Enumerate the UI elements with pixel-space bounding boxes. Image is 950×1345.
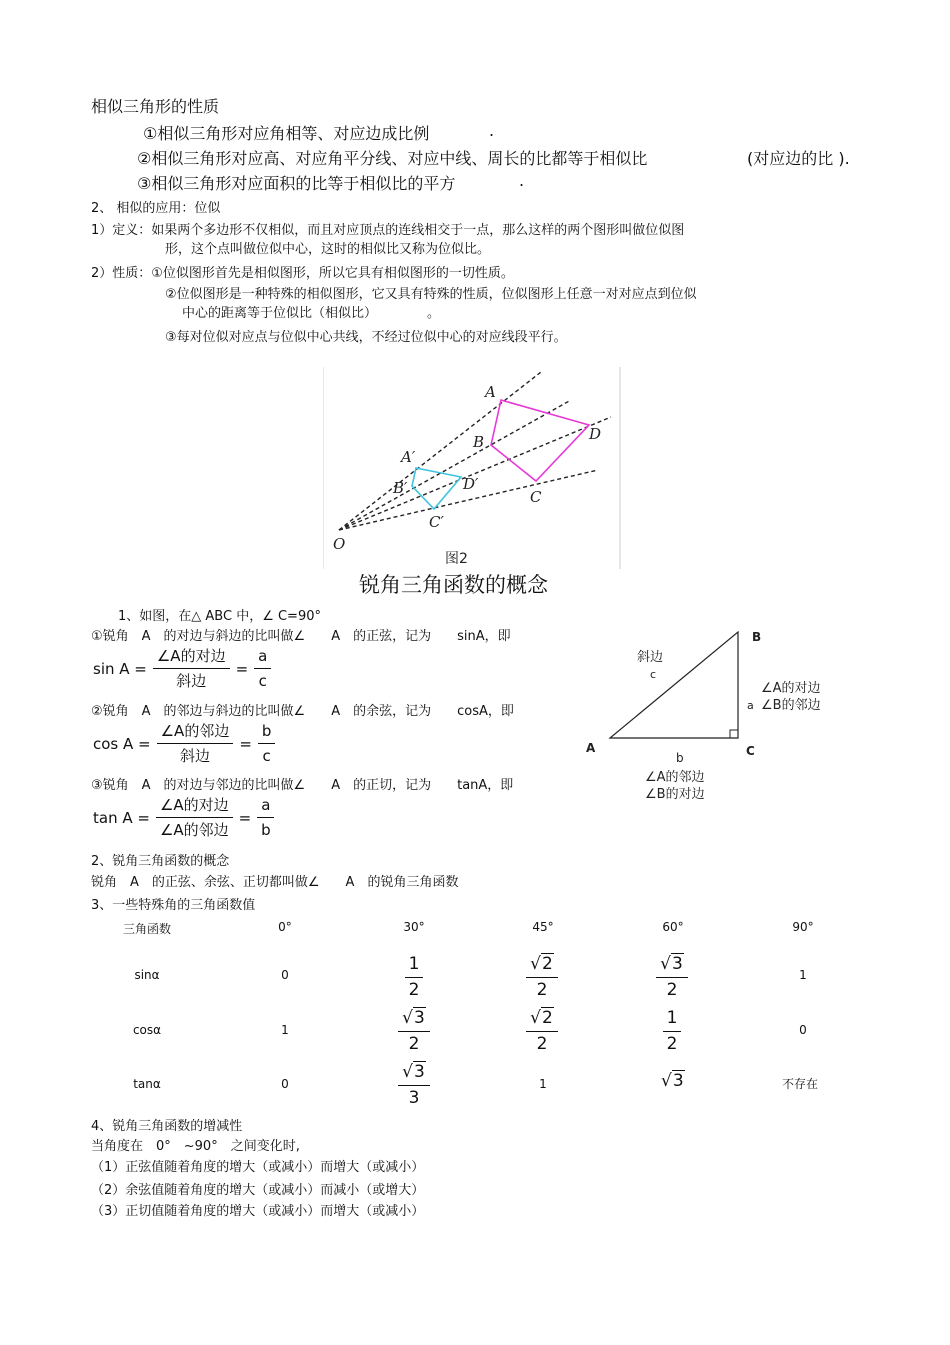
tan-num: ∠A的对边 — [156, 795, 233, 818]
homothety-heading: 2、 相似的应用：位似 — [91, 201, 221, 216]
homothety-figure — [323, 367, 621, 569]
outer-quadrilateral — [491, 400, 589, 481]
label-C: C — [530, 488, 542, 506]
label-A: A — [485, 383, 496, 401]
property-1: ①相似三角形对应角相等、对应边成比例 — [143, 124, 430, 143]
monotonicity-line-1: （1）正弦值随着角度的增大（或减小）而增大（或减小） — [91, 1160, 425, 1175]
monotonicity-heading: 4、锐角三角函数的增减性 — [91, 1119, 243, 1134]
tan-60-value: √3 — [661, 1071, 684, 1091]
side-a-note-2: ∠B的邻边 — [761, 698, 821, 713]
label-B: B — [473, 433, 485, 451]
tan-formula — [93, 795, 274, 840]
property-2: ②相似三角形对应高、对应角平分线、对应中线、周长的比都等于相似比 — [137, 149, 648, 168]
tan-definition: ③锐角 A 的对边与邻边的比叫做∠ A 的正切，记为 tanA，即 — [91, 778, 514, 793]
tan-0-value: 0 — [281, 1077, 289, 1091]
special-angles-heading: 3、一些特殊角的三角函数值 — [91, 898, 256, 913]
cos-den: 斜边 — [179, 747, 210, 765]
sin-0-value: 0 — [281, 968, 289, 982]
property-3: ③相似三角形对应面积的比等于相似比的平方 — [137, 174, 456, 193]
side-b-note-2: ∠B的对边 — [645, 787, 705, 802]
hypotenuse-label: 斜边 — [637, 650, 664, 665]
vertex-A: A — [586, 741, 596, 755]
sin-num: ∠A的对边 — [153, 646, 230, 669]
label-C-prime: C′ — [429, 513, 444, 531]
property-1-end: . — [489, 121, 495, 140]
monotonicity-intro: 当角度在 0° ~90° 之间变化时, — [91, 1139, 300, 1154]
tan-90-value: 不存在 — [781, 1077, 818, 1091]
homothety-definition-line2: 形，这个点叫做位似中心，这时的相似比又称为位似比。 — [165, 242, 491, 257]
homothety-property-2b: 中心的距离等于位似比（相似比） — [182, 306, 378, 321]
monotonicity-line-3: （3）正切值随着角度的增大（或减小）而增大（或减小） — [91, 1204, 425, 1219]
side-b-label: b — [676, 751, 684, 765]
sin-45-value: $\frac{√2}{2}$ — [522, 953, 562, 1001]
figure-caption: 图2 — [445, 551, 468, 567]
table-header-90: 90° — [792, 920, 814, 934]
side-a-note-1: ∠A的对边 — [761, 681, 821, 696]
cos-30-value: $\frac{√3}{2}$ — [394, 1007, 434, 1055]
row-tan-label: tanα — [133, 1077, 161, 1091]
cos-rnum: b — [258, 721, 276, 744]
cos-90-value: 0 — [799, 1023, 807, 1037]
cos-num: ∠A的邻边 — [157, 721, 234, 744]
tan-rnum: a — [257, 795, 274, 818]
label-D-prime: D′ — [463, 475, 479, 493]
cos-formula — [93, 721, 275, 766]
sin-formula — [93, 646, 271, 691]
trig-title: 锐角三角函数的概念 — [359, 573, 548, 597]
row-cos-label: cosα — [132, 1023, 162, 1037]
table-header-45: 45° — [532, 920, 554, 934]
label-D: D — [589, 425, 602, 443]
concept-heading: 2、锐角三角函数的概念 — [91, 854, 230, 869]
sin-rnum: a — [254, 646, 271, 669]
inner-quadrilateral — [412, 468, 461, 509]
table-header-0: 0° — [278, 920, 292, 934]
sin-90-value: 1 — [799, 968, 807, 982]
vertex-C: C — [746, 744, 755, 758]
table-header-60: 60° — [662, 920, 684, 934]
homothety-definition-line1: 1）定义：如果两个多边形不仅相似，而且对应顶点的连线相交于一点，那么这样的两个图形叫做位似图 — [91, 223, 685, 238]
homothety-property-1: 2）性质：①位似图形首先是相似图形，所以它具有相似图形的一切性质。 — [91, 266, 514, 281]
label-B-prime: B′ — [393, 479, 408, 497]
label-O: O — [333, 535, 346, 553]
right-triangle-figure — [580, 622, 840, 807]
sin-eq: = — [235, 659, 249, 678]
property-2-end: (对应边的比 ). — [747, 149, 850, 168]
sin-30-value: $\frac{1}{2}$ — [394, 953, 434, 1001]
cos-lhs: cos A = — [93, 734, 151, 753]
cos-45-value: $\frac{√2}{2}$ — [522, 1007, 562, 1055]
tan-lhs: tan A = — [93, 808, 150, 827]
property-3-end: . — [519, 171, 525, 190]
side-a-label: a — [747, 699, 754, 712]
sin-definition: ①锐角 A 的对边与斜边的比叫做∠ A 的正弦，记为 sinA，即 — [91, 629, 511, 644]
section-title-similar-properties: 相似三角形的性质 — [91, 97, 220, 116]
tan-eq: = — [238, 808, 252, 827]
sin-lhs: sin A = — [93, 659, 147, 678]
cos-eq: = — [239, 734, 252, 753]
table-header-function: 三角函数 — [122, 922, 171, 936]
homothety-property-3: ③每对位似对应点与位似中心共线，不经过位似中心的对应线段平行。 — [165, 330, 567, 345]
monotonicity-line-2: （2）余弦值随着角度的增大（或减小）而减小（或增大） — [91, 1183, 425, 1198]
tan-rden: b — [261, 821, 271, 839]
sin-rden: c — [258, 672, 267, 690]
tan-45-value: 1 — [539, 1077, 547, 1091]
cos-rden: c — [262, 747, 271, 765]
vertex-B: B — [752, 630, 762, 644]
homothety-property-2b-end: 。 — [427, 306, 441, 321]
concept-text: 锐角 A 的正弦、余弦、正切都叫做∠ A 的锐角三角函数 — [91, 875, 459, 890]
side-b-note-1: ∠A的邻边 — [645, 770, 705, 785]
label-A-prime: A′ — [401, 448, 416, 466]
cos-definition: ②锐角 A 的邻边与斜边的比叫做∠ A 的余弦，记为 cosA，即 — [91, 704, 514, 719]
sin-den: 斜边 — [176, 672, 207, 690]
homothety-property-2: ②位似图形是一种特殊的相似图形，它又具有特殊的性质，位似图形上任意一对对应点到位似 — [165, 287, 697, 302]
tan-den: ∠A的邻边 — [159, 821, 229, 839]
cos-60-value: $\frac{1}{2}$ — [652, 1007, 692, 1055]
trig-intro: 1、如图，在△ ABC 中，∠ C=90° — [118, 609, 321, 624]
side-c-label: c — [650, 668, 657, 681]
row-sin-label: sinα — [134, 968, 160, 982]
cos-0-value: 1 — [281, 1023, 289, 1037]
sin-60-value: $\frac{√3}{2}$ — [652, 953, 692, 1001]
table-header-30: 30° — [403, 920, 425, 934]
tan-30-value: $\frac{√3}{3}$ — [394, 1061, 434, 1109]
